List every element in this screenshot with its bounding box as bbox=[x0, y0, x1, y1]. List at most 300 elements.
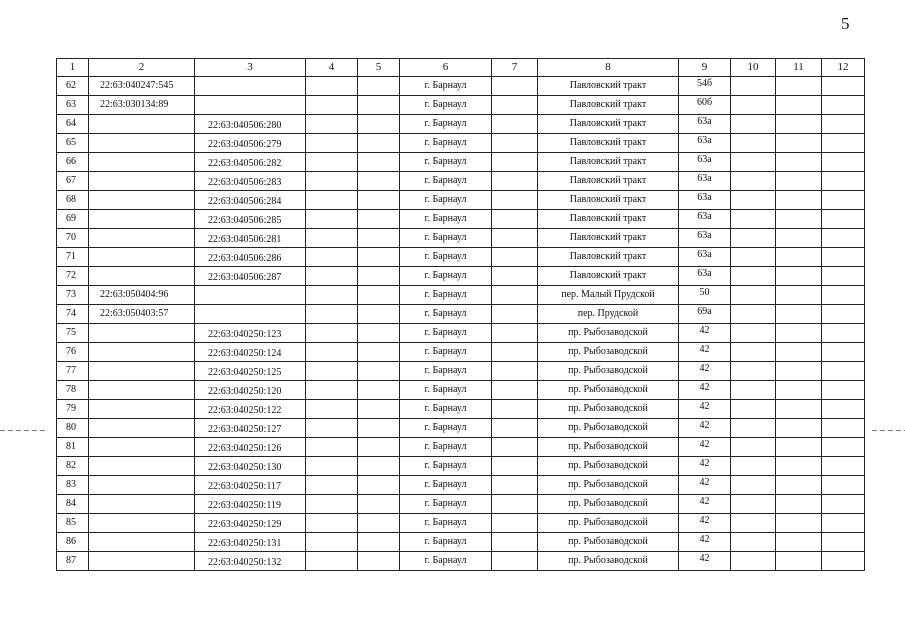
table-cell-col-6: г. Барнаул bbox=[400, 305, 492, 324]
table-row bbox=[57, 514, 865, 533]
table-cell-col-1: 86 bbox=[57, 533, 89, 552]
column-header-1: 1 bbox=[57, 59, 89, 77]
table-cell-col-5 bbox=[358, 552, 400, 571]
table-cell-col-3: 22:63:040506:284 bbox=[195, 191, 306, 210]
table-cell-col-2 bbox=[89, 134, 195, 153]
table-cell-col-12 bbox=[822, 77, 865, 96]
table-cell-col-1: 70 bbox=[57, 229, 89, 248]
table-cell-col-6: г. Барнаул bbox=[400, 495, 492, 514]
table-cell-col-7 bbox=[492, 172, 538, 191]
table-cell-col-7 bbox=[492, 438, 538, 457]
table-cell-col-9: 63а bbox=[679, 115, 731, 134]
table-cell-col-3: 22:63:040506:285 bbox=[195, 210, 306, 229]
table-cell-col-7 bbox=[492, 552, 538, 571]
table-row bbox=[57, 495, 865, 514]
table-cell-col-10 bbox=[731, 324, 776, 343]
table-cell-col-10 bbox=[731, 495, 776, 514]
table-cell-col-5 bbox=[358, 153, 400, 172]
table-cell-col-9: 63а bbox=[679, 210, 731, 229]
column-header-7: 7 bbox=[492, 59, 538, 77]
table-cell-col-3: 22:63:040506:281 bbox=[195, 229, 306, 248]
table-cell-col-11 bbox=[776, 514, 822, 533]
table-row bbox=[57, 134, 865, 153]
table-cell-col-11 bbox=[776, 191, 822, 210]
table-cell-col-11 bbox=[776, 343, 822, 362]
table-cell-col-8: Павловский тракт bbox=[538, 134, 679, 153]
table-cell-col-9: 42 bbox=[679, 419, 731, 438]
table-cell-col-3: 22:63:040250:126 bbox=[195, 438, 306, 457]
table-cell-col-8: пр. Рыбозаводской bbox=[538, 457, 679, 476]
table-cell-col-1: 66 bbox=[57, 153, 89, 172]
table-cell-col-8: пр. Рыбозаводской bbox=[538, 362, 679, 381]
table-cell-col-9: 63а bbox=[679, 134, 731, 153]
table-cell-col-7 bbox=[492, 96, 538, 115]
table-cell-col-8: Павловский тракт bbox=[538, 153, 679, 172]
table-cell-col-4 bbox=[306, 210, 358, 229]
table-row bbox=[57, 96, 865, 115]
table-cell-col-1: 65 bbox=[57, 134, 89, 153]
table-cell-col-7 bbox=[492, 362, 538, 381]
table-cell-col-3: 22:63:040250:130 bbox=[195, 457, 306, 476]
table-cell-col-5 bbox=[358, 514, 400, 533]
table-cell-col-12 bbox=[822, 210, 865, 229]
table-cell-col-6: г. Барнаул bbox=[400, 362, 492, 381]
table-cell-col-12 bbox=[822, 381, 865, 400]
table-cell-col-1: 79 bbox=[57, 400, 89, 419]
table-cell-col-8: Павловский тракт bbox=[538, 267, 679, 286]
table-cell-col-11 bbox=[776, 267, 822, 286]
table-cell-col-5 bbox=[358, 115, 400, 134]
table-cell-col-11 bbox=[776, 153, 822, 172]
table-cell-col-9: 42 bbox=[679, 381, 731, 400]
table-cell-col-1: 73 bbox=[57, 286, 89, 305]
table-cell-col-2: 22:63:050404:96 bbox=[89, 286, 195, 305]
table-row bbox=[57, 210, 865, 229]
table-cell-col-10 bbox=[731, 267, 776, 286]
table-cell-col-4 bbox=[306, 343, 358, 362]
table-cell-col-4 bbox=[306, 400, 358, 419]
table-row bbox=[57, 267, 865, 286]
table-cell-col-4 bbox=[306, 381, 358, 400]
table-cell-col-9: 42 bbox=[679, 362, 731, 381]
table-cell-col-7 bbox=[492, 419, 538, 438]
table-cell-col-1: 85 bbox=[57, 514, 89, 533]
table-cell-col-3: 22:63:040250:125 bbox=[195, 362, 306, 381]
table-cell-col-6: г. Барнаул bbox=[400, 381, 492, 400]
table-cell-col-2: 22:63:040247:545 bbox=[89, 77, 195, 96]
table-cell-col-9: 42 bbox=[679, 533, 731, 552]
table-cell-col-4 bbox=[306, 438, 358, 457]
table-cell-col-7 bbox=[492, 229, 538, 248]
table-cell-col-10 bbox=[731, 286, 776, 305]
table-cell-col-5 bbox=[358, 134, 400, 153]
table-row bbox=[57, 248, 865, 267]
table-cell-col-11 bbox=[776, 134, 822, 153]
table-cell-col-1: 75 bbox=[57, 324, 89, 343]
table-cell-col-7 bbox=[492, 533, 538, 552]
table-cell-col-9: 63а bbox=[679, 248, 731, 267]
table-cell-col-1: 78 bbox=[57, 381, 89, 400]
column-header-11: 11 bbox=[776, 59, 822, 77]
table-cell-col-10 bbox=[731, 419, 776, 438]
table-cell-col-6: г. Барнаул bbox=[400, 552, 492, 571]
table-cell-col-11 bbox=[776, 229, 822, 248]
table-cell-col-8: пер. Прудской bbox=[538, 305, 679, 324]
table-cell-col-5 bbox=[358, 495, 400, 514]
table-row bbox=[57, 191, 865, 210]
table-cell-col-2 bbox=[89, 115, 195, 134]
table-cell-col-6: г. Барнаул bbox=[400, 476, 492, 495]
table-cell-col-1: 69 bbox=[57, 210, 89, 229]
table-cell-col-2: 22:63:050403:57 bbox=[89, 305, 195, 324]
table-cell-col-9: 54б bbox=[679, 77, 731, 96]
table-cell-col-10 bbox=[731, 229, 776, 248]
table-cell-col-5 bbox=[358, 210, 400, 229]
table-cell-col-8: пер. Малый Прудской bbox=[538, 286, 679, 305]
table-cell-col-11 bbox=[776, 533, 822, 552]
table-cell-col-12 bbox=[822, 267, 865, 286]
table-cell-col-1: 76 bbox=[57, 343, 89, 362]
table-cell-col-10 bbox=[731, 362, 776, 381]
table-cell-col-10 bbox=[731, 305, 776, 324]
table-cell-col-12 bbox=[822, 191, 865, 210]
table-cell-col-4 bbox=[306, 457, 358, 476]
table-cell-col-2 bbox=[89, 400, 195, 419]
table-cell-col-4 bbox=[306, 514, 358, 533]
table-cell-col-3 bbox=[195, 96, 306, 115]
table-cell-col-10 bbox=[731, 115, 776, 134]
table-cell-col-10 bbox=[731, 381, 776, 400]
table-cell-col-12 bbox=[822, 438, 865, 457]
table-cell-col-2 bbox=[89, 229, 195, 248]
table-cell-col-10 bbox=[731, 533, 776, 552]
table-cell-col-11 bbox=[776, 362, 822, 381]
table-cell-col-9: 42 bbox=[679, 552, 731, 571]
table-cell-col-2 bbox=[89, 419, 195, 438]
table-cell-col-4 bbox=[306, 96, 358, 115]
column-header-6: 6 bbox=[400, 59, 492, 77]
table-cell-col-2 bbox=[89, 343, 195, 362]
table-cell-col-7 bbox=[492, 381, 538, 400]
table-cell-col-7 bbox=[492, 210, 538, 229]
table-cell-col-2 bbox=[89, 362, 195, 381]
table-cell-col-4 bbox=[306, 476, 358, 495]
table-cell-col-6: г. Барнаул bbox=[400, 172, 492, 191]
table-cell-col-6: г. Барнаул bbox=[400, 210, 492, 229]
table-cell-col-6: г. Барнаул bbox=[400, 134, 492, 153]
table-cell-col-7 bbox=[492, 191, 538, 210]
table-cell-col-8: Павловский тракт bbox=[538, 191, 679, 210]
table-row bbox=[57, 229, 865, 248]
table-cell-col-10 bbox=[731, 96, 776, 115]
table-cell-col-7 bbox=[492, 286, 538, 305]
table-cell-col-7 bbox=[492, 495, 538, 514]
table-cell-col-1: 77 bbox=[57, 362, 89, 381]
table-cell-col-3: 22:63:040250:124 bbox=[195, 343, 306, 362]
table-cell-col-10 bbox=[731, 552, 776, 571]
table-cell-col-3 bbox=[195, 305, 306, 324]
table-cell-col-3: 22:63:040506:279 bbox=[195, 134, 306, 153]
table-cell-col-4 bbox=[306, 77, 358, 96]
table-cell-col-4 bbox=[306, 248, 358, 267]
table-cell-col-6: г. Барнаул bbox=[400, 115, 492, 134]
table-cell-col-9: 60б bbox=[679, 96, 731, 115]
table-cell-col-3: 22:63:040250:117 bbox=[195, 476, 306, 495]
table-cell-col-3: 22:63:040250:119 bbox=[195, 495, 306, 514]
table-row bbox=[57, 419, 865, 438]
table-cell-col-5 bbox=[358, 324, 400, 343]
table-cell-col-10 bbox=[731, 210, 776, 229]
table-cell-col-6: г. Барнаул bbox=[400, 248, 492, 267]
table-cell-col-8: пр. Рыбозаводской bbox=[538, 438, 679, 457]
table-cell-col-12 bbox=[822, 419, 865, 438]
table-cell-col-8: пр. Рыбозаводской bbox=[538, 514, 679, 533]
table-cell-col-1: 63 bbox=[57, 96, 89, 115]
table-cell-col-8: пр. Рыбозаводской bbox=[538, 533, 679, 552]
table-cell-col-5 bbox=[358, 362, 400, 381]
table-row bbox=[57, 476, 865, 495]
table-cell-col-5 bbox=[358, 400, 400, 419]
page-number: 5 bbox=[841, 14, 850, 33]
table-cell-col-4 bbox=[306, 286, 358, 305]
table-cell-col-4 bbox=[306, 552, 358, 571]
table-cell-col-8: пр. Рыбозаводской bbox=[538, 476, 679, 495]
table-cell-col-8: Павловский тракт bbox=[538, 77, 679, 96]
table-cell-col-5 bbox=[358, 248, 400, 267]
table-cell-col-5 bbox=[358, 286, 400, 305]
table-cell-col-4 bbox=[306, 153, 358, 172]
table-cell-col-2 bbox=[89, 514, 195, 533]
table-cell-col-4 bbox=[306, 362, 358, 381]
table-cell-col-7 bbox=[492, 476, 538, 495]
table-cell-col-10 bbox=[731, 476, 776, 495]
table-cell-col-1: 74 bbox=[57, 305, 89, 324]
table-cell-col-11 bbox=[776, 457, 822, 476]
table-cell-col-11 bbox=[776, 210, 822, 229]
column-header-8: 8 bbox=[538, 59, 679, 77]
table-cell-col-10 bbox=[731, 191, 776, 210]
table-cell-col-5 bbox=[358, 381, 400, 400]
table-cell-col-12 bbox=[822, 362, 865, 381]
table-cell-col-9: 42 bbox=[679, 495, 731, 514]
table-cell-col-5 bbox=[358, 267, 400, 286]
scan-artifact-left bbox=[0, 430, 48, 431]
table-cell-col-12 bbox=[822, 305, 865, 324]
table-cell-col-2 bbox=[89, 457, 195, 476]
table-cell-col-3: 22:63:040506:283 bbox=[195, 172, 306, 191]
table-cell-col-8: пр. Рыбозаводской bbox=[538, 381, 679, 400]
table-cell-col-6: г. Барнаул bbox=[400, 324, 492, 343]
table-row bbox=[57, 286, 865, 305]
table-cell-col-12 bbox=[822, 96, 865, 115]
table-cell-col-1: 68 bbox=[57, 191, 89, 210]
table-cell-col-6: г. Барнаул bbox=[400, 191, 492, 210]
table-cell-col-6: г. Барнаул bbox=[400, 514, 492, 533]
table-cell-col-5 bbox=[358, 438, 400, 457]
table-cell-col-5 bbox=[358, 476, 400, 495]
table-cell-col-1: 84 bbox=[57, 495, 89, 514]
table-cell-col-9: 42 bbox=[679, 400, 731, 419]
table-cell-col-10 bbox=[731, 153, 776, 172]
table-cell-col-7 bbox=[492, 514, 538, 533]
table-row bbox=[57, 77, 865, 96]
table-cell-col-2 bbox=[89, 267, 195, 286]
table-cell-col-2 bbox=[89, 153, 195, 172]
table-cell-col-9: 69а bbox=[679, 305, 731, 324]
table-cell-col-8: пр. Рыбозаводской bbox=[538, 552, 679, 571]
table-cell-col-7 bbox=[492, 115, 538, 134]
column-header-9: 9 bbox=[679, 59, 731, 77]
table-cell-col-11 bbox=[776, 77, 822, 96]
table-cell-col-9: 50 bbox=[679, 286, 731, 305]
table-cell-col-3: 22:63:040250:132 bbox=[195, 552, 306, 571]
table-cell-col-12 bbox=[822, 457, 865, 476]
table-cell-col-6: г. Барнаул bbox=[400, 419, 492, 438]
table-cell-col-11 bbox=[776, 381, 822, 400]
table-cell-col-2 bbox=[89, 552, 195, 571]
table-cell-col-5 bbox=[358, 305, 400, 324]
table-cell-col-3: 22:63:040506:287 bbox=[195, 267, 306, 286]
table-cell-col-7 bbox=[492, 305, 538, 324]
table-cell-col-6: г. Барнаул bbox=[400, 267, 492, 286]
table-cell-col-9: 63а bbox=[679, 267, 731, 286]
scan-artifact-right bbox=[872, 430, 905, 431]
table-cell-col-4 bbox=[306, 229, 358, 248]
table-cell-col-2 bbox=[89, 210, 195, 229]
table-cell-col-11 bbox=[776, 552, 822, 571]
table-cell-col-5 bbox=[358, 191, 400, 210]
column-header-12: 12 bbox=[822, 59, 865, 77]
table-cell-col-8: Павловский тракт bbox=[538, 229, 679, 248]
table-cell-col-1: 72 bbox=[57, 267, 89, 286]
table-row bbox=[57, 381, 865, 400]
table-cell-col-2 bbox=[89, 381, 195, 400]
table-cell-col-2 bbox=[89, 476, 195, 495]
table-cell-col-8: пр. Рыбозаводской bbox=[538, 324, 679, 343]
table-cell-col-1: 71 bbox=[57, 248, 89, 267]
table-cell-col-8: пр. Рыбозаводской bbox=[538, 495, 679, 514]
table-cell-col-6: г. Барнаул bbox=[400, 153, 492, 172]
column-header-5: 5 bbox=[358, 59, 400, 77]
table-cell-col-10 bbox=[731, 400, 776, 419]
table-row bbox=[57, 552, 865, 571]
table-cell-col-2 bbox=[89, 248, 195, 267]
table-cell-col-4 bbox=[306, 419, 358, 438]
table-row bbox=[57, 362, 865, 381]
table-cell-col-1: 67 bbox=[57, 172, 89, 191]
table-cell-col-6: г. Барнаул bbox=[400, 229, 492, 248]
table-cell-col-8: Павловский тракт bbox=[538, 248, 679, 267]
table-cell-col-11 bbox=[776, 248, 822, 267]
table-cell-col-12 bbox=[822, 286, 865, 305]
column-header-3: 3 bbox=[195, 59, 306, 77]
table-cell-col-9: 42 bbox=[679, 476, 731, 495]
table-cell-col-3: 22:63:040250:120 bbox=[195, 381, 306, 400]
table-body bbox=[57, 77, 865, 571]
table-cell-col-4 bbox=[306, 495, 358, 514]
table-cell-col-7 bbox=[492, 248, 538, 267]
table-cell-col-7 bbox=[492, 324, 538, 343]
table-cell-col-7 bbox=[492, 77, 538, 96]
table-cell-col-7 bbox=[492, 153, 538, 172]
table-cell-col-5 bbox=[358, 457, 400, 476]
table-cell-col-9: 42 bbox=[679, 457, 731, 476]
table-cell-col-6: г. Барнаул bbox=[400, 533, 492, 552]
table-cell-col-4 bbox=[306, 305, 358, 324]
table-cell-col-1: 87 bbox=[57, 552, 89, 571]
table-cell-col-1: 80 bbox=[57, 419, 89, 438]
table-cell-col-11 bbox=[776, 400, 822, 419]
table-cell-col-1: 83 bbox=[57, 476, 89, 495]
table-cell-col-4 bbox=[306, 267, 358, 286]
table-cell-col-4 bbox=[306, 115, 358, 134]
table-row bbox=[57, 457, 865, 476]
table-cell-col-12 bbox=[822, 172, 865, 191]
table-cell-col-2 bbox=[89, 438, 195, 457]
table-cell-col-12 bbox=[822, 343, 865, 362]
table-cell-col-4 bbox=[306, 533, 358, 552]
table-cell-col-9: 63а bbox=[679, 172, 731, 191]
table-cell-col-9: 63а bbox=[679, 229, 731, 248]
table-cell-col-6: г. Барнаул bbox=[400, 77, 492, 96]
table-cell-col-2 bbox=[89, 191, 195, 210]
table-cell-col-4 bbox=[306, 191, 358, 210]
table-cell-col-3: 22:63:040250:123 bbox=[195, 324, 306, 343]
table-cell-col-11 bbox=[776, 476, 822, 495]
table-cell-col-3 bbox=[195, 286, 306, 305]
table-cell-col-8: Павловский тракт bbox=[538, 210, 679, 229]
table-cell-col-7 bbox=[492, 134, 538, 153]
table-cell-col-2: 22:63:030134:89 bbox=[89, 96, 195, 115]
table-cell-col-1: 64 bbox=[57, 115, 89, 134]
table-cell-col-3: 22:63:040506:286 bbox=[195, 248, 306, 267]
table-cell-col-11 bbox=[776, 419, 822, 438]
table-row bbox=[57, 153, 865, 172]
table-cell-col-7 bbox=[492, 457, 538, 476]
table-cell-col-12 bbox=[822, 115, 865, 134]
table-cell-col-10 bbox=[731, 248, 776, 267]
table-cell-col-3: 22:63:040250:129 bbox=[195, 514, 306, 533]
table-row bbox=[57, 400, 865, 419]
table-cell-col-5 bbox=[358, 77, 400, 96]
table-cell-col-3: 22:63:040250:127 bbox=[195, 419, 306, 438]
table-cell-col-5 bbox=[358, 419, 400, 438]
table-cell-col-11 bbox=[776, 96, 822, 115]
table-cell-col-3 bbox=[195, 77, 306, 96]
table-cell-col-2 bbox=[89, 324, 195, 343]
table-cell-col-11 bbox=[776, 438, 822, 457]
table-cell-col-5 bbox=[358, 172, 400, 191]
table-cell-col-6: г. Барнаул bbox=[400, 96, 492, 115]
table-cell-col-10 bbox=[731, 438, 776, 457]
table-cell-col-6: г. Барнаул bbox=[400, 438, 492, 457]
column-header-2: 2 bbox=[89, 59, 195, 77]
table-cell-col-8: Павловский тракт bbox=[538, 172, 679, 191]
table-cell-col-3: 22:63:040506:280 bbox=[195, 115, 306, 134]
table-cell-col-12 bbox=[822, 495, 865, 514]
table-cell-col-6: г. Барнаул bbox=[400, 343, 492, 362]
table-cell-col-11 bbox=[776, 286, 822, 305]
table-cell-col-11 bbox=[776, 305, 822, 324]
table-cell-col-6: г. Барнаул bbox=[400, 457, 492, 476]
table-cell-col-12 bbox=[822, 476, 865, 495]
table-cell-col-1: 62 bbox=[57, 77, 89, 96]
header-row bbox=[57, 59, 865, 77]
table-cell-col-12 bbox=[822, 400, 865, 419]
table-cell-col-10 bbox=[731, 172, 776, 191]
table-cell-col-10 bbox=[731, 457, 776, 476]
table-cell-col-1: 81 bbox=[57, 438, 89, 457]
